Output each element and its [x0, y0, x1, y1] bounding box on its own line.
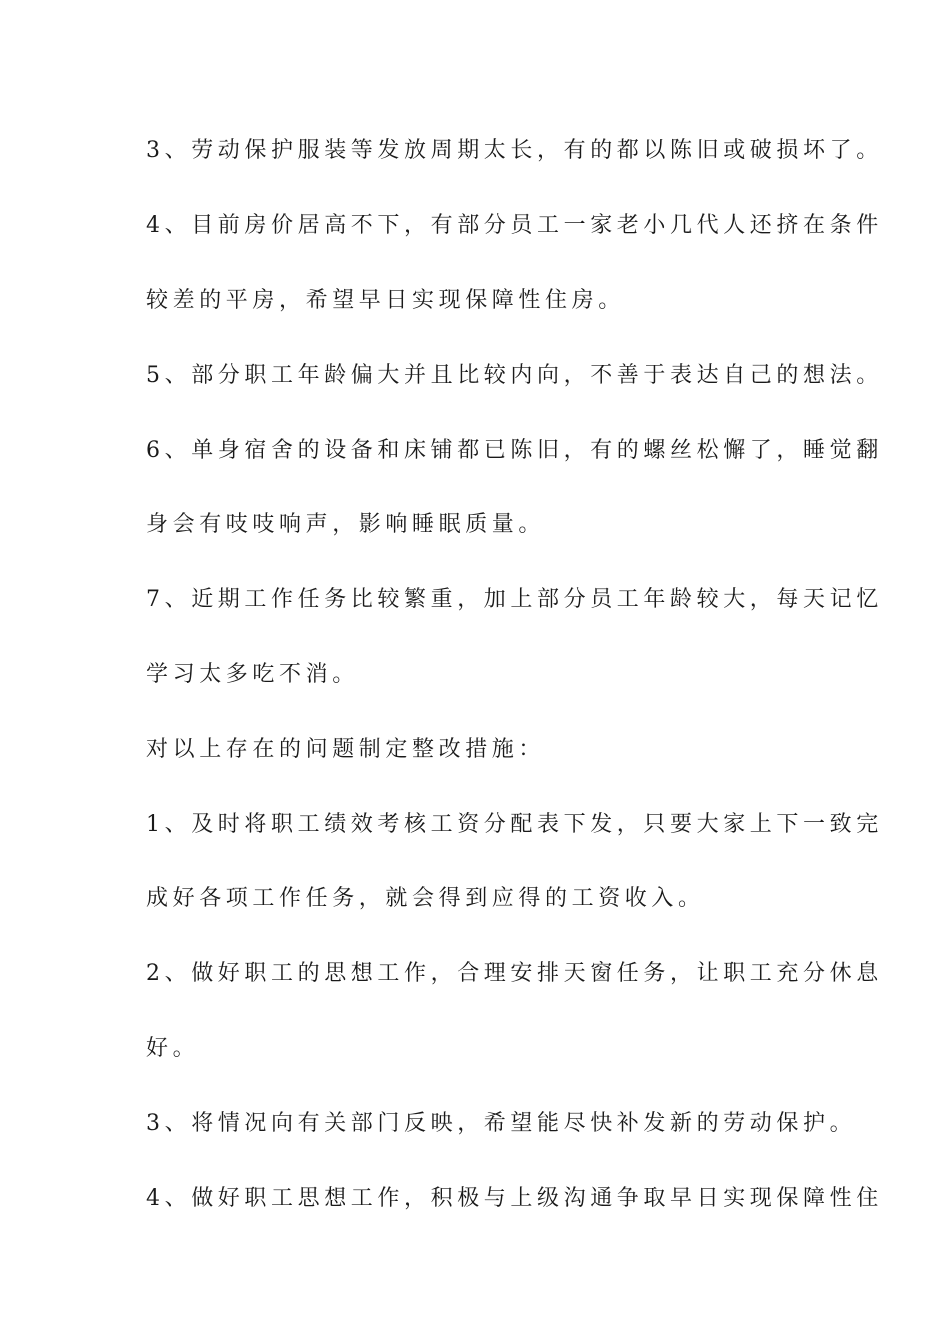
- text-line: 对以上存在的问题制定整改措施：: [146, 737, 546, 762]
- text-line: 身会有吱吱响声，影响睡眠质量。: [146, 512, 546, 537]
- text-line: 较差的平房，希望早日实现保障性住房。: [146, 288, 625, 313]
- text-line: 4、做好职工思想工作，积极与上级沟通争取早日实现保障性住: [146, 1186, 883, 1211]
- text-line: 成好各项工作任务，就会得到应得的工资收入。: [146, 886, 705, 911]
- text-line: 7、近期工作任务比较繁重，加上部分员工年龄较大，每天记忆: [146, 587, 883, 612]
- text-line: 学习太多吃不消。: [146, 662, 359, 687]
- text-line: 好。: [146, 1036, 200, 1061]
- text-line: 1、及时将职工绩效考核工资分配表下发，只要大家上下一致完: [146, 812, 883, 837]
- text-line: 3、将情况向有关部门反映，希望能尽快补发新的劳动保护。: [146, 1111, 857, 1136]
- text-line: 3、劳动保护服装等发放周期太长，有的都以陈旧或破损坏了。: [146, 138, 883, 163]
- text-line: 2、做好职工的思想工作，合理安排天窗任务，让职工充分休息: [146, 961, 883, 986]
- text-line: 4、目前房价居高不下，有部分员工一家老小几代人还挤在条件: [146, 213, 883, 238]
- text-line: 5、部分职工年龄偏大并且比较内向，不善于表达自己的想法。: [146, 363, 883, 388]
- text-line: 6、单身宿舍的设备和床铺都已陈旧，有的螺丝松懈了，睡觉翻: [146, 438, 883, 463]
